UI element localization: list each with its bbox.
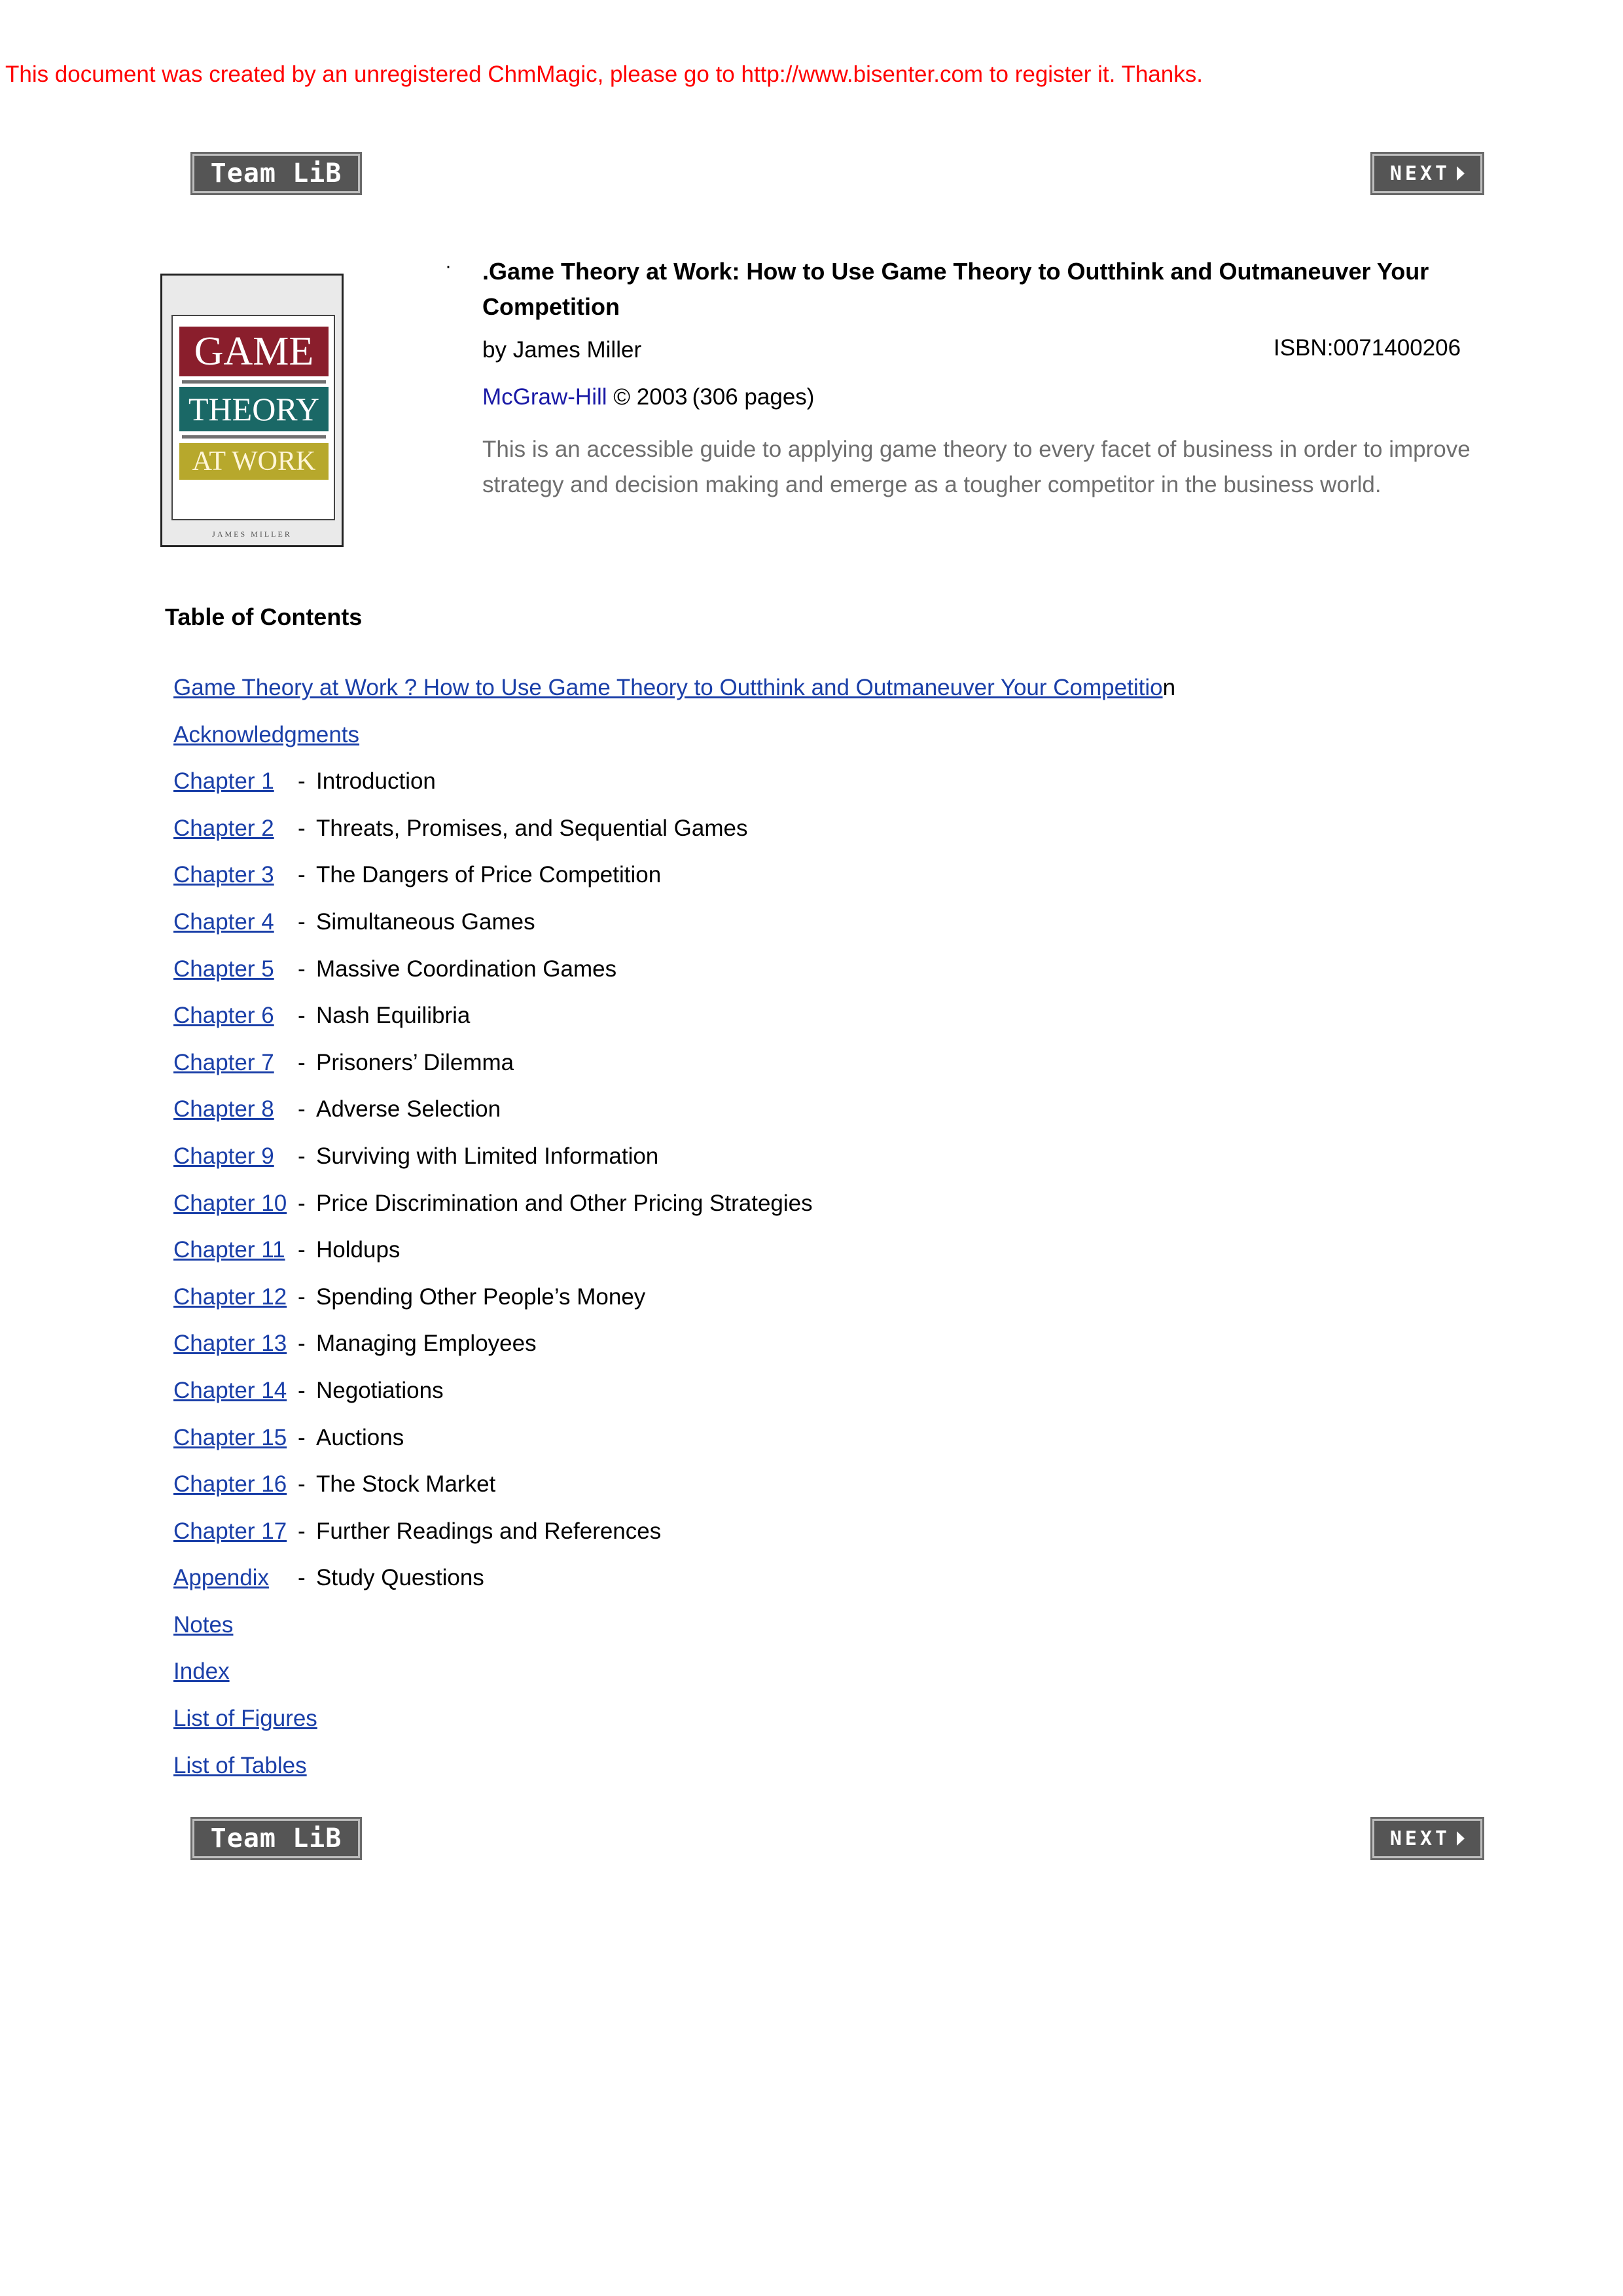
toc-link-chapter-15[interactable]: Chapter 15 <box>173 1424 287 1450</box>
toc-desc: Adverse Selection <box>316 1096 501 1122</box>
toc-link-chapter-1[interactable]: Chapter 1 <box>173 768 274 795</box>
toc-link-chapter-9[interactable]: Chapter 9 <box>173 1143 274 1169</box>
toc-link-tail: n <box>1162 675 1176 700</box>
toc-separator: - <box>298 1471 306 1498</box>
toc-link-chapter-7[interactable]: Chapter 7 <box>173 1049 274 1075</box>
toc-separator: - <box>298 1377 306 1403</box>
toc-desc: Surviving with Limited Information <box>316 1143 659 1169</box>
toc-desc: Threats, Promises, and Sequential Games <box>316 815 748 841</box>
toc-link-title[interactable]: Game Theory at Work ? How to Use Game Theory to Outthink and Outmaneuver Your Competitio <box>173 675 1163 700</box>
toc-desc: Negotiations <box>316 1377 444 1403</box>
toc-separator: - <box>298 815 306 841</box>
toc-item <box>173 906 1175 953</box>
next-button-top[interactable] <box>1372 154 1482 193</box>
toc-link-chapter-5[interactable]: Chapter 5 <box>173 956 274 982</box>
toc-item <box>173 1609 1175 1656</box>
toc-item <box>173 1327 1175 1374</box>
book-cover-image <box>160 274 344 547</box>
toc-separator: - <box>298 1003 306 1029</box>
toc-item <box>173 1515 1175 1562</box>
toc-separator: - <box>298 1424 306 1450</box>
toc-item <box>173 859 1175 906</box>
toc-separator: - <box>298 1518 306 1544</box>
publisher-details: © 2003 (306 pages) <box>607 384 815 410</box>
toc-link-chapter-12[interactable]: Chapter 12 <box>173 1283 287 1310</box>
toc-item <box>173 1702 1175 1749</box>
toc-separator: - <box>298 1096 306 1122</box>
toc-item <box>173 812 1175 859</box>
toc-separator: - <box>298 1237 306 1263</box>
bullet-marker: · <box>445 255 452 277</box>
table-of-contents <box>173 672 1175 1796</box>
toc-item <box>173 1655 1175 1702</box>
cover-author: JAMES MILLER <box>212 529 292 539</box>
toc-desc: Introduction <box>316 768 436 795</box>
book-description: This is an accessible guide to applying game theory to every facet of business in order to improve strategy and decision making and emerge as a tougher competitor in the business world. <box>482 437 1471 497</box>
toc-link-chapter-17[interactable]: Chapter 17 <box>173 1518 287 1544</box>
toc-separator: - <box>298 908 306 935</box>
book-publisher-line <box>482 384 814 410</box>
toc-item <box>173 1422 1175 1469</box>
toc-link-chapter-2[interactable]: Chapter 2 <box>173 815 274 841</box>
toc-item <box>173 1374 1175 1422</box>
toc-item <box>173 999 1175 1047</box>
toc-item <box>173 1281 1175 1328</box>
toc-separator: - <box>298 1283 306 1310</box>
toc-link-appendix[interactable]: Appendix <box>173 1565 269 1591</box>
toc-separator: - <box>298 862 306 888</box>
toc-desc: Massive Coordination Games <box>316 956 617 982</box>
toc-separator: - <box>298 1143 306 1169</box>
toc-link-chapter-16[interactable]: Chapter 16 <box>173 1471 287 1498</box>
toc-separator: - <box>298 956 306 982</box>
book-title: .Game Theory at Work: How to Use Game Theory to Outthink and Outmaneuver Your Competition <box>482 258 1429 320</box>
toc-desc: The Dangers of Price Competition <box>316 862 662 888</box>
toc-item <box>173 1140 1175 1187</box>
toc-separator: - <box>298 1331 306 1357</box>
toc-item <box>173 1749 1175 1797</box>
toc-link-chapter-8[interactable]: Chapter 8 <box>173 1096 274 1122</box>
toc-item <box>173 953 1175 1000</box>
unregistered-watermark: This document was created by an unregistered ChmMagic, please go to http://www.bisenter.com to register it. Thanks. <box>5 62 1203 87</box>
toc-separator: - <box>298 1049 306 1075</box>
cover-subtitle-rule <box>182 435 326 439</box>
toc-link-index[interactable]: Index <box>173 1659 230 1685</box>
team-lib-logo-bottom[interactable]: Team LiB <box>192 1819 360 1858</box>
play-arrow-icon <box>1457 1831 1465 1846</box>
toc-link-list-of-figures[interactable]: List of Figures <box>173 1706 317 1732</box>
toc-separator: - <box>298 1190 306 1216</box>
toc-desc: Auctions <box>316 1424 404 1450</box>
toc-link-chapter-10[interactable]: Chapter 10 <box>173 1190 287 1216</box>
toc-separator: - <box>298 1565 306 1591</box>
toc-link-acknowledgments[interactable]: Acknowledgments <box>173 721 360 747</box>
toc-separator: - <box>298 768 306 795</box>
cover-title-theory: THEORY <box>179 387 329 431</box>
team-lib-logo-top[interactable]: Team LiB <box>192 154 360 193</box>
book-isbn: ISBN:0071400206 <box>1274 335 1461 361</box>
toc-link-chapter-4[interactable]: Chapter 4 <box>173 908 274 935</box>
toc-item <box>173 1468 1175 1515</box>
cover-title-at-work: AT WORK <box>179 443 329 480</box>
toc-desc: Simultaneous Games <box>316 908 535 935</box>
toc-link-notes[interactable]: Notes <box>173 1611 234 1638</box>
toc-item <box>173 1047 1175 1094</box>
play-arrow-icon <box>1457 166 1465 181</box>
toc-desc: Spending Other People’s Money <box>316 1283 646 1310</box>
toc-desc: Holdups <box>316 1237 401 1263</box>
toc-item <box>173 765 1175 812</box>
cover-title-game: GAME <box>179 327 329 376</box>
toc-desc: The Stock Market <box>316 1471 496 1498</box>
toc-link-list-of-tables[interactable]: List of Tables <box>173 1752 307 1778</box>
toc-link-chapter-6[interactable]: Chapter 6 <box>173 1003 274 1029</box>
toc-desc: Further Readings and References <box>316 1518 662 1544</box>
toc-item <box>173 1234 1175 1281</box>
toc-desc: Price Discrimination and Other Pricing Strategies <box>316 1190 813 1216</box>
next-button-bottom[interactable] <box>1372 1819 1482 1858</box>
next-label: NEXT <box>1389 162 1451 185</box>
toc-item <box>173 672 1175 719</box>
toc-desc: Study Questions <box>316 1565 484 1591</box>
toc-item <box>173 719 1175 766</box>
toc-item <box>173 1187 1175 1234</box>
toc-link-chapter-13[interactable]: Chapter 13 <box>173 1331 287 1357</box>
toc-item <box>173 1093 1175 1140</box>
toc-link-chapter-11[interactable]: Chapter 11 <box>173 1237 285 1263</box>
cover-subtitle-rule <box>182 380 326 384</box>
book-author: by James Miller <box>482 337 642 363</box>
publisher-link[interactable]: McGraw-Hill <box>482 384 607 410</box>
toc-link-chapter-3[interactable]: Chapter 3 <box>173 862 274 888</box>
toc-item <box>173 1562 1175 1609</box>
toc-desc: Nash Equilibria <box>316 1003 471 1029</box>
toc-heading: Table of Contents <box>165 603 363 630</box>
next-label: NEXT <box>1389 1827 1451 1850</box>
toc-desc: Prisoners’ Dilemma <box>316 1049 514 1075</box>
toc-desc: Managing Employees <box>316 1331 537 1357</box>
toc-link-chapter-14[interactable]: Chapter 14 <box>173 1377 287 1403</box>
